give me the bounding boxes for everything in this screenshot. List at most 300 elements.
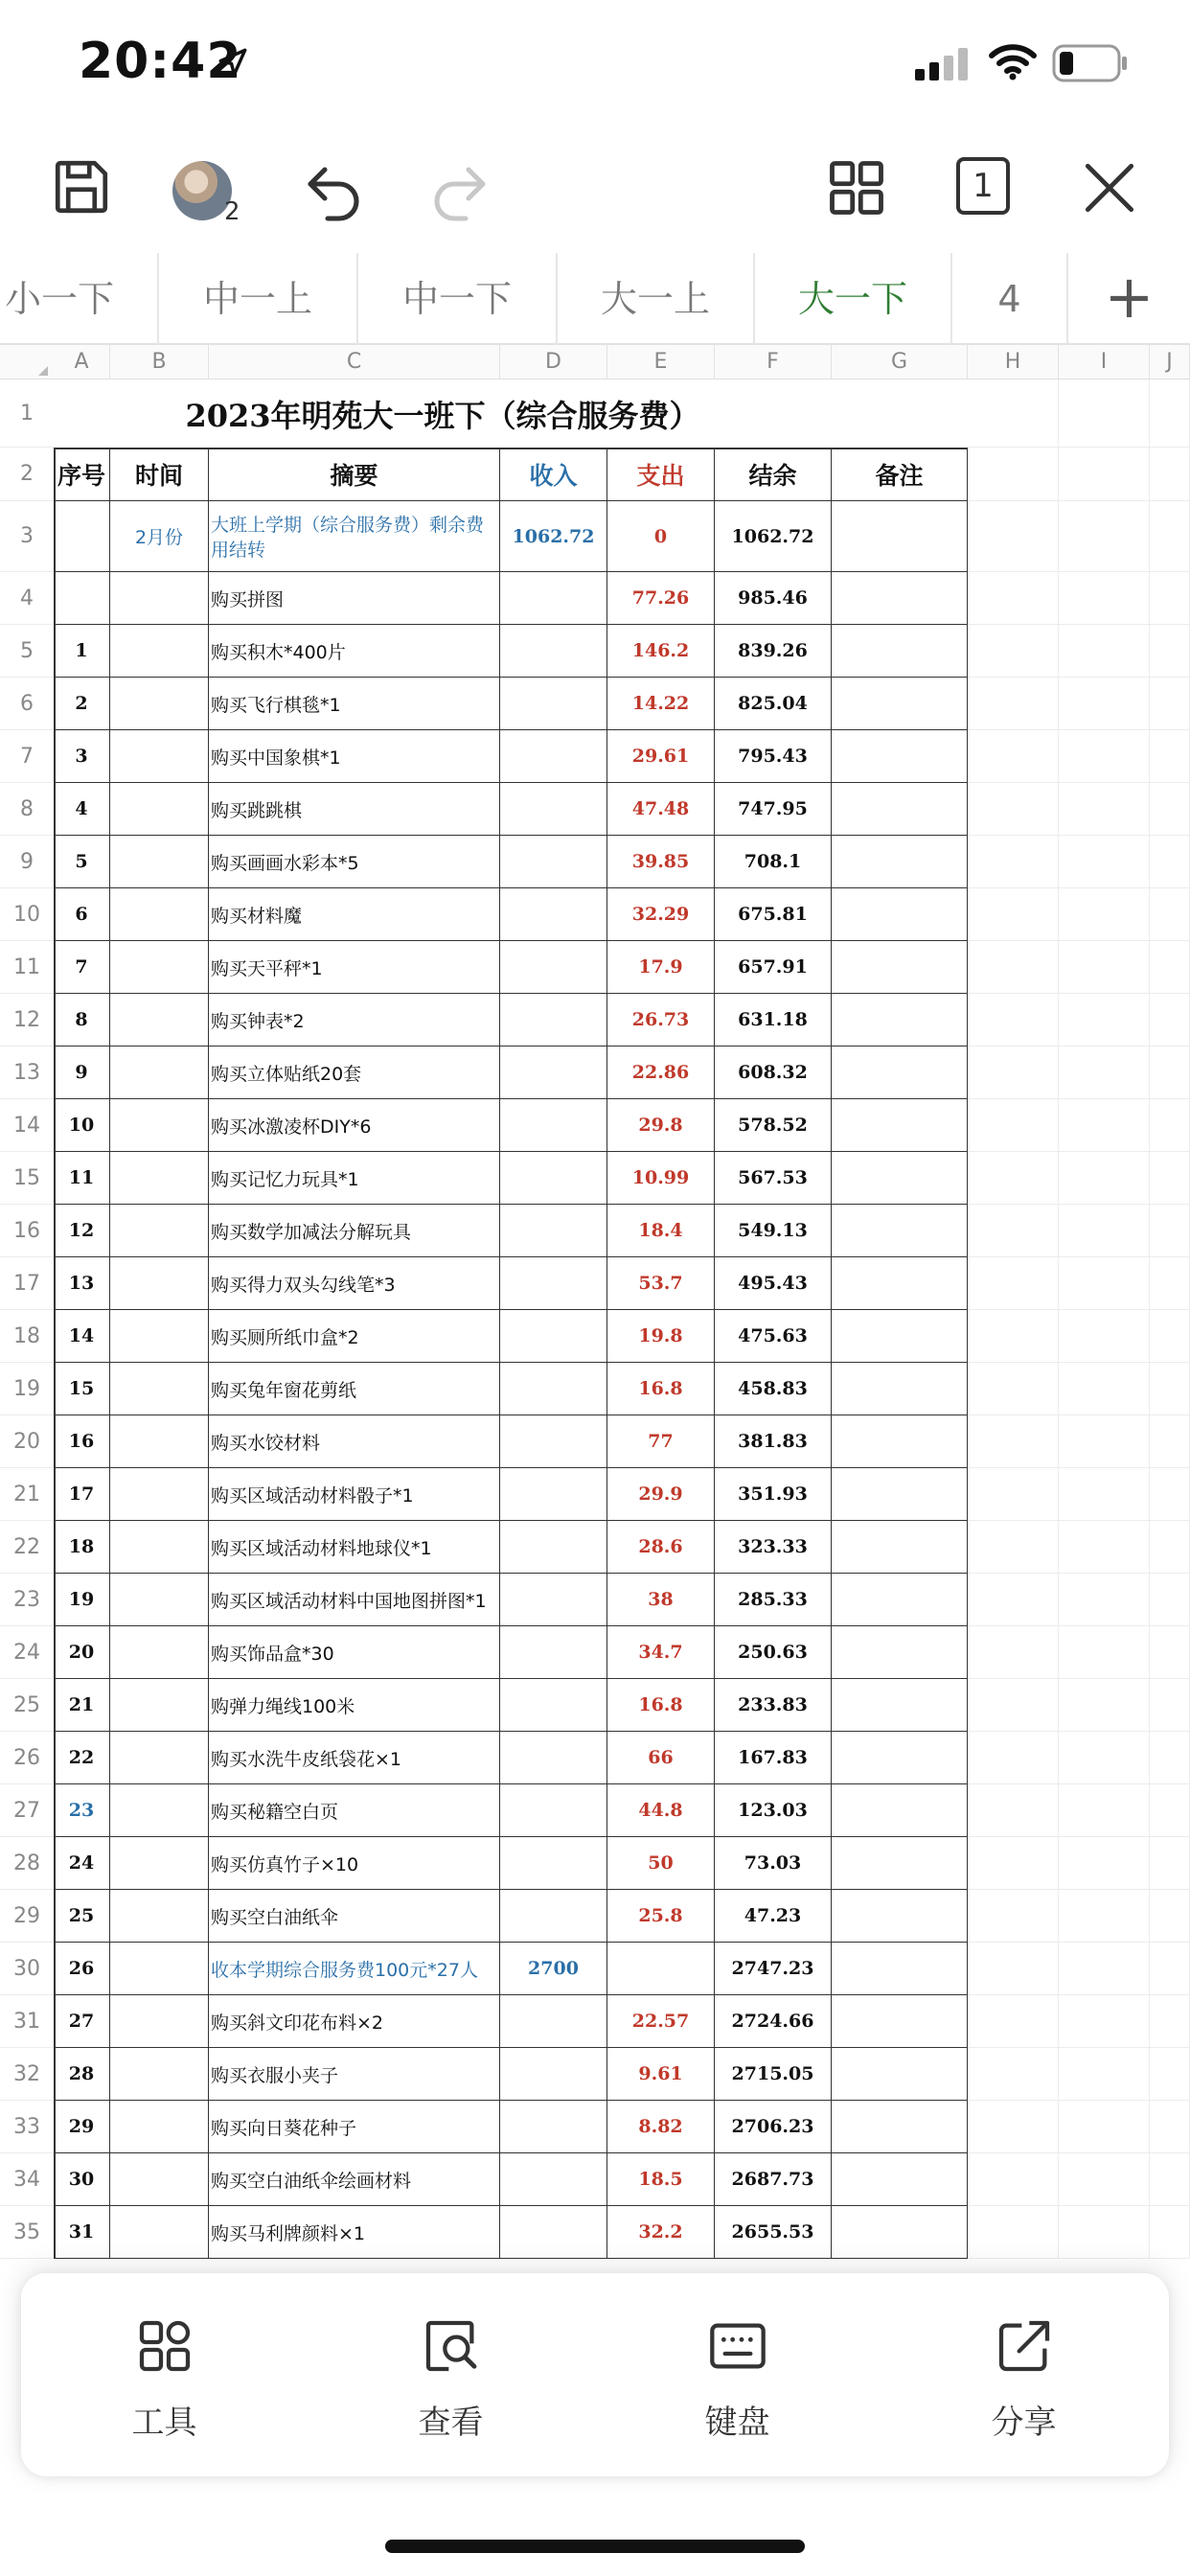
date-cell[interactable] [110,1574,209,1626]
date-cell[interactable] [110,678,209,730]
note-cell[interactable] [832,1995,968,2048]
empty-cell[interactable] [1150,1415,1190,1468]
seq-cell[interactable]: 29 [54,2101,110,2153]
income-cell[interactable] [500,1995,607,2048]
empty-cell[interactable] [968,501,1059,572]
date-cell[interactable] [110,1205,209,1257]
empty-cell[interactable] [1150,888,1190,941]
empty-cell[interactable] [968,836,1059,888]
tab-sheet-1[interactable]: 小一下 [0,253,159,345]
date-cell[interactable] [110,1784,209,1837]
summary-cell[interactable]: 购买马利牌颜料×1 [209,2206,500,2259]
expense-cell[interactable]: 17.9 [607,941,715,994]
balance-cell[interactable]: 2706.23 [715,2101,832,2153]
empty-cell[interactable] [1059,1732,1150,1784]
date-cell[interactable] [110,1521,209,1574]
expense-cell[interactable]: 146.2 [607,625,715,678]
empty-cell[interactable] [1150,1363,1190,1415]
summary-cell[interactable]: 购买积木*400片 [209,625,500,678]
date-cell[interactable] [110,572,209,625]
seq-cell[interactable]: 5 [54,836,110,888]
empty-cell[interactable] [968,380,1059,448]
income-cell[interactable] [500,1257,607,1310]
note-cell[interactable] [832,1943,968,1995]
column-header-e[interactable]: E [607,345,715,380]
row-header[interactable]: 24 [0,1626,54,1679]
column-header-f[interactable]: F [715,345,832,380]
row-header[interactable]: 35 [0,2206,54,2259]
summary-cell[interactable]: 购买水饺材料 [209,1415,500,1468]
seq-cell[interactable]: 21 [54,1679,110,1732]
empty-cell[interactable] [1059,1152,1150,1205]
empty-cell[interactable] [968,783,1059,836]
date-cell[interactable] [110,1046,209,1099]
empty-cell[interactable] [968,1574,1059,1626]
column-header-j[interactable]: J [1150,345,1190,380]
note-cell[interactable] [832,2153,968,2206]
expense-cell[interactable]: 8.82 [607,2101,715,2153]
note-cell[interactable] [832,501,968,572]
date-cell[interactable] [110,1732,209,1784]
note-cell[interactable] [832,1363,968,1415]
empty-cell[interactable] [968,888,1059,941]
date-cell[interactable] [110,730,209,783]
empty-cell[interactable] [1150,1257,1190,1310]
empty-cell[interactable] [968,1257,1059,1310]
empty-cell[interactable] [968,1099,1059,1152]
balance-cell[interactable]: 123.03 [715,1784,832,1837]
seq-cell[interactable]: 1 [54,625,110,678]
expense-cell[interactable]: 10.99 [607,1152,715,1205]
note-cell[interactable] [832,1521,968,1574]
empty-cell[interactable] [1150,1046,1190,1099]
empty-cell[interactable] [1059,730,1150,783]
empty-cell[interactable] [1150,2101,1190,2153]
expense-cell[interactable]: 66 [607,1732,715,1784]
empty-cell[interactable] [1059,888,1150,941]
row-header[interactable]: 23 [0,1574,54,1626]
summary-cell[interactable]: 购买飞行棋毯*1 [209,678,500,730]
note-cell[interactable] [832,994,968,1046]
summary-cell[interactable]: 购买得力双头勾线笔*3 [209,1257,500,1310]
row-header[interactable]: 28 [0,1837,54,1890]
balance-cell[interactable]: 285.33 [715,1574,832,1626]
expense-cell[interactable]: 22.86 [607,1046,715,1099]
row-header[interactable]: 27 [0,1784,54,1837]
balance-cell[interactable]: 2715.05 [715,2048,832,2101]
empty-cell[interactable] [1150,1995,1190,2048]
empty-cell[interactable] [1150,1574,1190,1626]
tab-sheet-5[interactable]: 大一下 [755,253,952,345]
empty-cell[interactable] [1150,730,1190,783]
undo-icon[interactable] [299,155,368,224]
empty-cell[interactable] [1059,1784,1150,1837]
income-cell[interactable] [500,1468,607,1521]
note-cell[interactable] [832,2206,968,2259]
empty-cell[interactable] [1059,380,1150,448]
empty-cell[interactable] [968,941,1059,994]
summary-cell[interactable]: 购买拼图 [209,572,500,625]
grid-view-icon[interactable] [824,155,889,220]
balance-cell[interactable]: 631.18 [715,994,832,1046]
date-cell[interactable] [110,783,209,836]
empty-cell[interactable] [968,1943,1059,1995]
seq-cell[interactable]: 4 [54,783,110,836]
balance-cell[interactable]: 47.23 [715,1890,832,1943]
expense-cell[interactable]: 50 [607,1837,715,1890]
empty-cell[interactable] [1150,1152,1190,1205]
balance-cell[interactable]: 578.52 [715,1099,832,1152]
redo-icon[interactable] [425,155,494,224]
summary-cell[interactable]: 购买区域活动材料地球仪*1 [209,1521,500,1574]
note-cell[interactable] [832,1890,968,1943]
income-cell[interactable] [500,572,607,625]
summary-cell[interactable]: 购买中国象棋*1 [209,730,500,783]
note-cell[interactable] [832,1784,968,1837]
income-cell[interactable] [500,783,607,836]
empty-cell[interactable] [968,1415,1059,1468]
empty-cell[interactable] [1059,2048,1150,2101]
seq-cell[interactable]: 2 [54,678,110,730]
row-header[interactable]: 1 [0,380,54,448]
empty-cell[interactable] [968,994,1059,1046]
expense-cell[interactable]: 77 [607,1415,715,1468]
summary-cell[interactable]: 购买立体贴纸20套 [209,1046,500,1099]
balance-cell[interactable]: 608.32 [715,1046,832,1099]
note-cell[interactable] [832,1415,968,1468]
seq-cell[interactable]: 18 [54,1521,110,1574]
empty-cell[interactable] [1150,1943,1190,1995]
empty-cell[interactable] [1059,941,1150,994]
note-cell[interactable] [832,625,968,678]
balance-cell[interactable]: 351.93 [715,1468,832,1521]
date-cell[interactable] [110,1837,209,1890]
header-cell[interactable]: 结余 [715,448,832,501]
expense-cell[interactable]: 44.8 [607,1784,715,1837]
empty-cell[interactable] [1059,1626,1150,1679]
expense-cell[interactable]: 22.57 [607,1995,715,2048]
empty-cell[interactable] [1059,1890,1150,1943]
seq-cell[interactable]: 9 [54,1046,110,1099]
expense-cell[interactable]: 26.73 [607,994,715,1046]
empty-cell[interactable] [968,1363,1059,1415]
empty-cell[interactable] [968,730,1059,783]
tab-sheet-2[interactable]: 中一上 [159,253,358,345]
summary-cell[interactable]: 购买画画水彩本*5 [209,836,500,888]
expense-cell[interactable]: 19.8 [607,1310,715,1363]
sheet-title[interactable]: 2023年明苑大一班下（综合服务费） [185,397,700,434]
seq-cell[interactable]: 13 [54,1257,110,1310]
balance-cell[interactable]: 495.43 [715,1257,832,1310]
note-cell[interactable] [832,1679,968,1732]
date-cell[interactable] [110,941,209,994]
balance-cell[interactable]: 747.95 [715,783,832,836]
row-header[interactable]: 15 [0,1152,54,1205]
expense-cell[interactable]: 29.9 [607,1468,715,1521]
empty-cell[interactable] [1059,1521,1150,1574]
date-cell[interactable] [110,1679,209,1732]
summary-cell[interactable]: 购买厕所纸巾盒*2 [209,1310,500,1363]
date-cell[interactable] [110,1890,209,1943]
expense-cell[interactable]: 14.22 [607,678,715,730]
balance-cell[interactable]: 2687.73 [715,2153,832,2206]
balance-cell[interactable]: 675.81 [715,888,832,941]
sheet-count-button[interactable] [956,157,1010,215]
row-header[interactable]: 32 [0,2048,54,2101]
balance-cell[interactable]: 985.46 [715,572,832,625]
balance-cell[interactable]: 381.83 [715,1415,832,1468]
empty-cell[interactable] [1059,1363,1150,1415]
add-sheet-button[interactable]: + [1104,262,1155,332]
note-cell[interactable] [832,678,968,730]
seq-cell[interactable]: 14 [54,1310,110,1363]
seq-cell[interactable]: 27 [54,1995,110,2048]
expense-cell[interactable]: 29.61 [607,730,715,783]
expense-cell[interactable]: 34.7 [607,1626,715,1679]
note-cell[interactable] [832,1574,968,1626]
date-cell[interactable] [110,1257,209,1310]
date-cell[interactable] [110,1310,209,1363]
tools-button[interactable] [21,2273,308,2476]
empty-cell[interactable] [1059,572,1150,625]
empty-cell[interactable] [968,2206,1059,2259]
expense-cell[interactable]: 28.6 [607,1521,715,1574]
income-cell[interactable] [500,941,607,994]
row-header[interactable]: 22 [0,1521,54,1574]
empty-cell[interactable] [968,1152,1059,1205]
date-cell[interactable] [110,836,209,888]
balance-cell[interactable]: 708.1 [715,836,832,888]
seq-cell[interactable]: 12 [54,1205,110,1257]
summary-cell[interactable]: 大班上学期（综合服务费）剩余费用结转 [209,501,500,572]
empty-cell[interactable] [968,2101,1059,2153]
summary-cell[interactable]: 购买向日葵花种子 [209,2101,500,2153]
empty-cell[interactable] [1059,783,1150,836]
empty-cell[interactable] [968,1521,1059,1574]
balance-cell[interactable]: 250.63 [715,1626,832,1679]
empty-cell[interactable] [1059,836,1150,888]
row-header[interactable]: 8 [0,783,54,836]
empty-cell[interactable] [968,1679,1059,1732]
empty-cell[interactable] [1150,1310,1190,1363]
empty-cell[interactable] [1150,1468,1190,1521]
expense-cell[interactable]: 18.4 [607,1205,715,1257]
share-button[interactable] [881,2273,1167,2476]
balance-cell[interactable]: 567.53 [715,1152,832,1205]
date-cell[interactable] [110,1468,209,1521]
income-cell[interactable] [500,1732,607,1784]
expense-cell[interactable]: 32.2 [607,2206,715,2259]
balance-cell[interactable]: 825.04 [715,678,832,730]
column-header-a[interactable]: A [54,345,110,380]
seq-cell[interactable]: 30 [54,2153,110,2206]
empty-cell[interactable] [1150,572,1190,625]
seq-cell[interactable]: 20 [54,1626,110,1679]
note-cell[interactable] [832,572,968,625]
income-cell[interactable] [500,730,607,783]
note-cell[interactable] [832,730,968,783]
empty-cell[interactable] [1150,380,1190,448]
header-cell[interactable]: 摘要 [209,448,500,501]
date-cell[interactable] [110,1626,209,1679]
empty-cell[interactable] [1059,2101,1150,2153]
empty-cell[interactable] [1059,1679,1150,1732]
empty-cell[interactable] [968,1310,1059,1363]
empty-cell[interactable] [1150,994,1190,1046]
summary-cell[interactable]: 购买斜文印花布料×2 [209,1995,500,2048]
seq-cell[interactable]: 19 [54,1574,110,1626]
balance-cell[interactable]: 233.83 [715,1679,832,1732]
date-cell[interactable] [110,1363,209,1415]
empty-cell[interactable] [1150,678,1190,730]
date-cell[interactable] [110,994,209,1046]
empty-cell[interactable] [1059,1205,1150,1257]
tab-sheet-4[interactable]: 大一上 [558,253,755,345]
balance-cell[interactable]: 2747.23 [715,1943,832,1995]
row-header[interactable]: 14 [0,1099,54,1152]
note-cell[interactable] [832,1468,968,1521]
expense-cell[interactable]: 18.5 [607,2153,715,2206]
empty-cell[interactable] [1150,1679,1190,1732]
expense-cell[interactable]: 39.85 [607,836,715,888]
seq-cell[interactable] [54,501,110,572]
view-button[interactable] [308,2273,594,2476]
seq-cell[interactable]: 28 [54,2048,110,2101]
empty-cell[interactable] [1150,1626,1190,1679]
income-cell[interactable] [500,1784,607,1837]
header-cell[interactable]: 备注 [832,448,968,501]
seq-cell[interactable]: 8 [54,994,110,1046]
expense-cell[interactable]: 32.29 [607,888,715,941]
keyboard-button[interactable] [594,2273,881,2476]
select-all-corner[interactable] [0,345,54,380]
empty-cell[interactable] [1059,2153,1150,2206]
seq-cell[interactable]: 3 [54,730,110,783]
income-cell[interactable] [500,1363,607,1415]
balance-cell[interactable]: 795.43 [715,730,832,783]
header-cell[interactable]: 序号 [54,448,110,501]
expense-cell[interactable]: 38 [607,1574,715,1626]
empty-cell[interactable] [968,1890,1059,1943]
seq-cell[interactable]: 15 [54,1363,110,1415]
empty-cell[interactable] [1150,1205,1190,1257]
date-cell[interactable] [110,2206,209,2259]
expense-cell[interactable]: 77.26 [607,572,715,625]
date-cell[interactable] [110,2153,209,2206]
summary-cell[interactable]: 购买跳跳棋 [209,783,500,836]
income-cell[interactable] [500,625,607,678]
balance-cell[interactable]: 2724.66 [715,1995,832,2048]
empty-cell[interactable] [1150,783,1190,836]
empty-cell[interactable] [1150,1784,1190,1837]
date-cell[interactable] [110,1995,209,2048]
row-header[interactable]: 25 [0,1679,54,1732]
empty-cell[interactable] [1059,678,1150,730]
note-cell[interactable] [832,1310,968,1363]
empty-cell[interactable] [1059,501,1150,572]
row-header[interactable]: 26 [0,1732,54,1784]
empty-cell[interactable] [968,1046,1059,1099]
row-header[interactable]: 34 [0,2153,54,2206]
expense-cell[interactable]: 0 [607,501,715,572]
empty-cell[interactable] [1059,1257,1150,1310]
row-header[interactable]: 29 [0,1890,54,1943]
expense-cell[interactable]: 25.8 [607,1890,715,1943]
income-cell[interactable] [500,1310,607,1363]
empty-cell[interactable] [1150,1890,1190,1943]
balance-cell[interactable]: 1062.72 [715,501,832,572]
summary-cell[interactable]: 购买天平秤*1 [209,941,500,994]
income-cell[interactable] [500,678,607,730]
empty-cell[interactable] [968,625,1059,678]
expense-cell[interactable]: 9.61 [607,2048,715,2101]
empty-cell[interactable] [1059,1046,1150,1099]
row-header[interactable]: 33 [0,2101,54,2153]
header-cell[interactable]: 收入 [500,448,607,501]
row-header[interactable]: 3 [0,501,54,572]
note-cell[interactable] [832,1152,968,1205]
seq-cell[interactable]: 17 [54,1468,110,1521]
date-cell[interactable] [110,2101,209,2153]
balance-cell[interactable]: 549.13 [715,1205,832,1257]
summary-cell[interactable]: 购买区域活动材料中国地图拼图*1 [209,1574,500,1626]
summary-cell[interactable]: 收本学期综合服务费100元*27人 [209,1943,500,1995]
empty-cell[interactable] [968,572,1059,625]
seq-cell[interactable]: 16 [54,1415,110,1468]
row-header[interactable]: 7 [0,730,54,783]
empty-cell[interactable] [1059,1415,1150,1468]
empty-cell[interactable] [1059,1943,1150,1995]
save-icon[interactable] [50,155,113,218]
empty-cell[interactable] [1150,625,1190,678]
note-cell[interactable] [832,836,968,888]
empty-cell[interactable] [1059,2206,1150,2259]
summary-cell[interactable]: 购买衣服小夹子 [209,2048,500,2101]
seq-cell[interactable]: 25 [54,1890,110,1943]
empty-cell[interactable] [968,1837,1059,1890]
summary-cell[interactable]: 购弹力绳线100米 [209,1679,500,1732]
income-cell[interactable] [500,888,607,941]
income-cell[interactable]: 2700 [500,1943,607,1995]
empty-cell[interactable] [1059,1099,1150,1152]
seq-cell[interactable]: 7 [54,941,110,994]
row-header[interactable]: 6 [0,678,54,730]
empty-cell[interactable] [1150,1099,1190,1152]
income-cell[interactable] [500,994,607,1046]
empty-cell[interactable] [1150,836,1190,888]
income-cell[interactable] [500,2206,607,2259]
date-cell[interactable] [110,888,209,941]
row-header[interactable]: 19 [0,1363,54,1415]
date-cell[interactable] [110,1099,209,1152]
column-header-g[interactable]: G [832,345,968,380]
empty-cell[interactable] [1059,1574,1150,1626]
row-header[interactable]: 9 [0,836,54,888]
note-cell[interactable] [832,1732,968,1784]
empty-cell[interactable] [1059,625,1150,678]
expense-cell[interactable]: 47.48 [607,783,715,836]
income-cell[interactable]: 1062.72 [500,501,607,572]
income-cell[interactable] [500,1626,607,1679]
column-header-i[interactable]: I [1059,345,1150,380]
income-cell[interactable] [500,1099,607,1152]
row-header[interactable]: 20 [0,1415,54,1468]
summary-cell[interactable]: 购买记忆力玩具*1 [209,1152,500,1205]
income-cell[interactable] [500,1679,607,1732]
empty-cell[interactable] [968,1732,1059,1784]
date-cell[interactable] [110,1415,209,1468]
note-cell[interactable] [832,941,968,994]
